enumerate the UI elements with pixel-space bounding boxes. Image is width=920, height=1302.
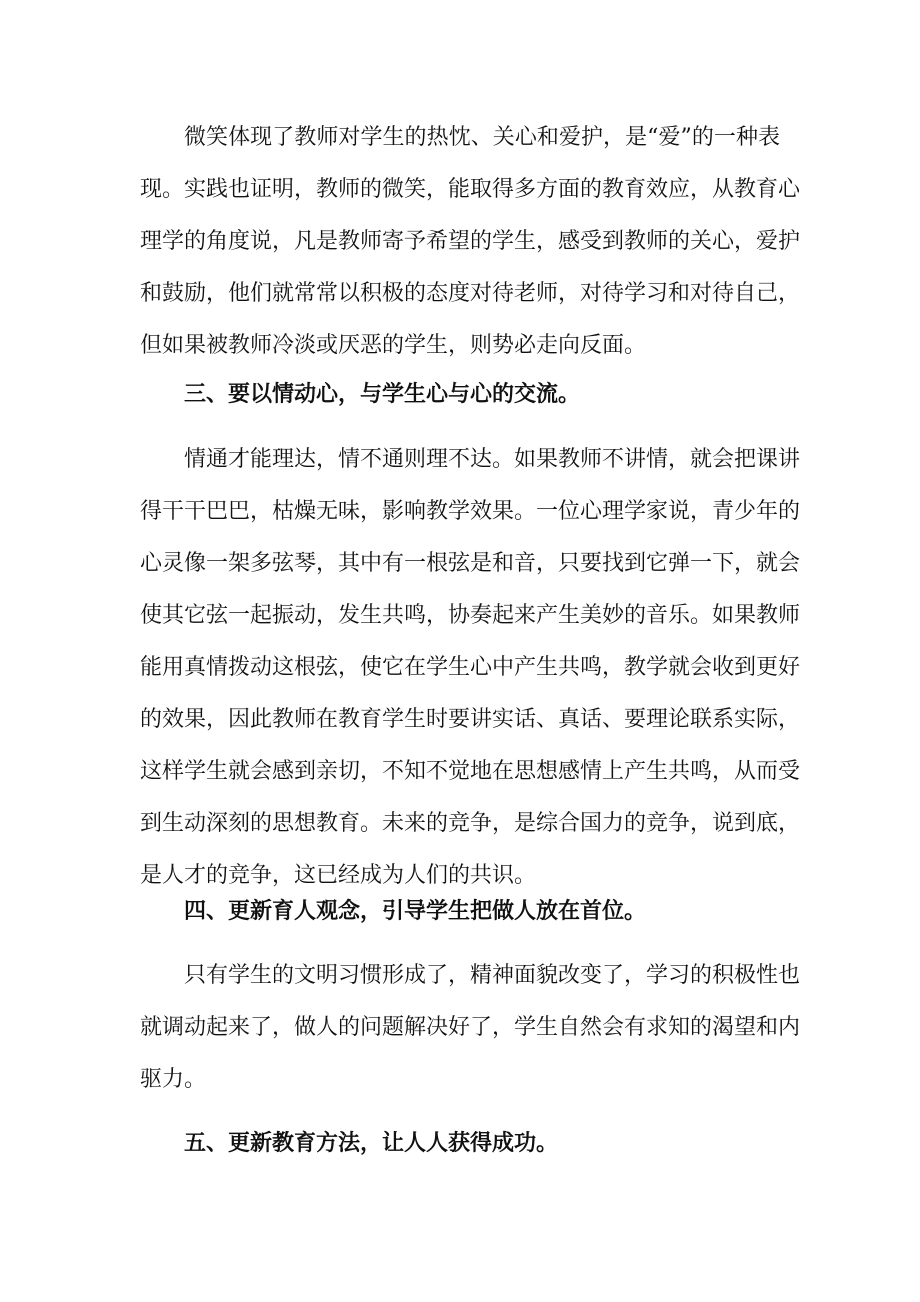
paragraph-civilized-habits bbox=[140, 950, 801, 1106]
paragraph-line: 这样学生就会感到亲切，不知不觉地在思想感情上产生共鸣，从而受 bbox=[140, 759, 801, 784]
paragraph-line: 是人才的竞争，这已经成为人们的共识。 bbox=[140, 863, 537, 888]
section-heading-five: 五、更新教育方法，让人人获得成功。 bbox=[184, 1131, 559, 1156]
paragraph-line: 现。实践也证明，教师的微笑，能取得多方面的教育效应，从教育心 bbox=[140, 177, 801, 202]
paragraph-line: 到生动深刻的思想教育。未来的竞争，是综合国力的竞争，说到底， bbox=[140, 811, 801, 836]
paragraph-line: 只有学生的文明习惯形成了，精神面貌改变了，学习的积极性也 bbox=[184, 963, 801, 988]
paragraph-line: 能用真情拨动这根弦，使它在学生心中产生共鸣，教学就会收到更好 bbox=[140, 655, 801, 680]
paragraph-line: 微笑体现了教师对学生的热忱、关心和爱护，是“爱”的一种表 bbox=[184, 125, 780, 150]
paragraph-emotion bbox=[140, 434, 801, 902]
paragraph-line: 但如果被教师冷淡或厌恶的学生，则势必走向反面。 bbox=[140, 333, 647, 358]
paragraph-teacher-smile bbox=[140, 112, 801, 372]
paragraph-line: 使其它弦一起振动，发生共鸣，协奏起来产生美妙的音乐。如果教师 bbox=[140, 603, 801, 628]
paragraph-line: 的效果，因此教师在教育学生时要讲实话、真话、要理论联系实际， bbox=[140, 707, 801, 732]
paragraph-line: 驱力。 bbox=[140, 1067, 207, 1092]
section-heading-three: 三、要以情动心，与学生心与心的交流。 bbox=[184, 382, 581, 407]
paragraph-line: 情通才能理达，情不通则理不达。如果教师不讲情，就会把课讲 bbox=[184, 447, 801, 472]
paragraph-line: 心灵像一架多弦琴，其中有一根弦是和音，只要找到它弹一下，就会 bbox=[140, 551, 801, 576]
paragraph-line: 就调动起来了，做人的问题解决好了，学生自然会有求知的渴望和内 bbox=[140, 1015, 801, 1040]
paragraph-line: 和鼓励，他们就常常以积极的态度对待老师，对待学习和对待自己， bbox=[140, 281, 801, 306]
paragraph-line: 得干干巴巴，枯燥无味，影响教学效果。一位心理学家说，青少年的 bbox=[140, 499, 801, 524]
paragraph-line: 理学的角度说，凡是教师寄予希望的学生，感受到教师的关心，爱护 bbox=[140, 229, 801, 254]
section-heading-four: 四、更新育人观念，引导学生把做人放在首位。 bbox=[184, 899, 647, 924]
